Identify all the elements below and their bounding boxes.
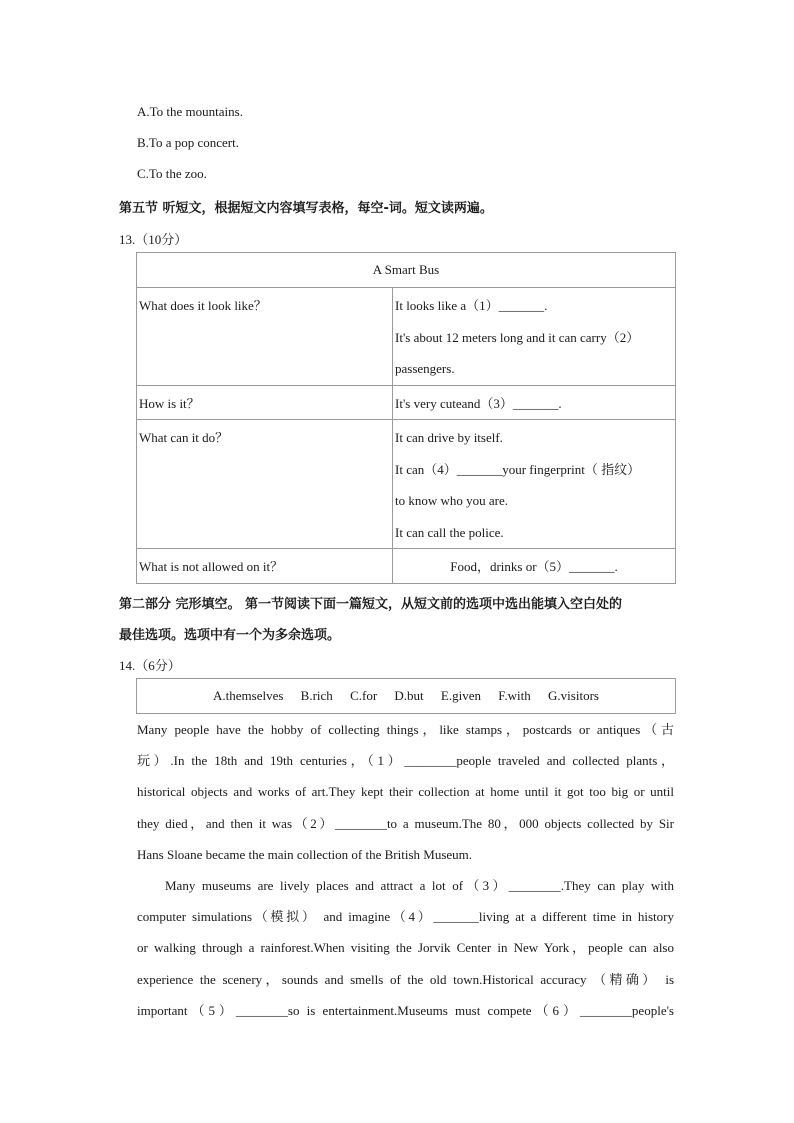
choice: G.visitors bbox=[548, 688, 599, 703]
passage-paragraph-1 bbox=[137, 714, 674, 870]
option-b: B.To a pop concert. bbox=[137, 135, 239, 150]
table-row bbox=[137, 549, 676, 584]
row-question: What can it do？ bbox=[137, 420, 393, 549]
choice: E.given bbox=[440, 688, 481, 703]
row-question: What is not allowed on it？ bbox=[137, 549, 393, 584]
section5-heading: 第五节 听短文，根据短文内容填写表格，每空-词。短文读两遍。 bbox=[119, 201, 493, 216]
choice: D.but bbox=[394, 688, 424, 703]
row-answer bbox=[393, 420, 676, 549]
answer-line: It's about 12 meters long and it can carry（2） bbox=[395, 329, 640, 345]
answer-line: to know who you are. bbox=[395, 493, 509, 508]
smart-bus-table bbox=[136, 252, 676, 584]
answer-line: It can（4）_______your fingerprint（ 指纹） bbox=[395, 461, 641, 477]
passage-line: they died，and then it was（2）________to a museum.The 80，000 objects collected by Sir bbox=[137, 815, 674, 831]
row-answer bbox=[393, 549, 676, 584]
passage-paragraph-2 bbox=[137, 870, 674, 1026]
passage-line: computer simulations（模拟） and imagine（4）_______living at a different time in history bbox=[137, 909, 674, 925]
passage-line: 玩）.In the 18th and 19th centuries，（1）________people traveled and collected plants， bbox=[137, 753, 674, 769]
table-title: A Smart Bus bbox=[137, 253, 676, 288]
option-c: C.To the zoo. bbox=[137, 166, 207, 181]
row-answer bbox=[393, 288, 676, 386]
passage-line: important（5）________so is entertainment.Museums must compete（6）________people's bbox=[137, 1002, 674, 1018]
passage-line: or walking through a rainforest.When visiting the Jorvik Center in New York，people can also bbox=[137, 940, 674, 956]
choice: F.with bbox=[498, 688, 531, 703]
choice: C.for bbox=[350, 688, 378, 703]
passage-line: experience the scenery，sounds and smells of the old town.Historical accuracy （精确） is bbox=[137, 971, 674, 987]
answer-line: It can drive by itself. bbox=[395, 430, 503, 445]
table-row bbox=[137, 288, 676, 386]
passage-line: historical objects and works of art.They kept their collection at home until it got too big or until bbox=[137, 784, 674, 800]
row-question: How is it？ bbox=[137, 385, 393, 420]
choices-box bbox=[136, 678, 676, 714]
answer-line: It can call the police. bbox=[395, 524, 504, 540]
answer-line: Food，drinks or（5）_______. bbox=[450, 559, 618, 574]
option-a: A.To the mountains. bbox=[137, 104, 243, 119]
passage-line: Hans Sloane became the main collection of the British Museum. bbox=[137, 846, 473, 862]
part2-heading-line2: 最佳选项。选项中有一个为多余选项。 bbox=[119, 628, 341, 643]
answer-line: passengers. bbox=[395, 361, 455, 376]
part2-heading-line1: 第二部分 完形填空。 第一节阅读下面一篇短文，从短文前的选项中选出能填入空白处的 bbox=[119, 597, 623, 612]
passage-line: Many museums are lively places and attract a lot of（3）________.They can play with bbox=[165, 878, 674, 893]
passage-line: Many people have the hobby of collecting things，like stamps，postcards or antiques（古 bbox=[137, 722, 674, 737]
row-question: What does it look like？ bbox=[137, 288, 393, 386]
question-13-label: 13.（10分） bbox=[119, 232, 188, 247]
answer-line: It's very cuteand（3）_______. bbox=[395, 395, 562, 411]
table-row bbox=[137, 385, 676, 420]
row-answer bbox=[393, 385, 676, 420]
answer-line: It looks like a（1）_______. bbox=[395, 298, 548, 313]
choice: A.themselves bbox=[213, 688, 284, 703]
table-row bbox=[137, 420, 676, 549]
choice: B.rich bbox=[300, 688, 333, 703]
question-14-label: 14.（6分） bbox=[119, 658, 181, 673]
